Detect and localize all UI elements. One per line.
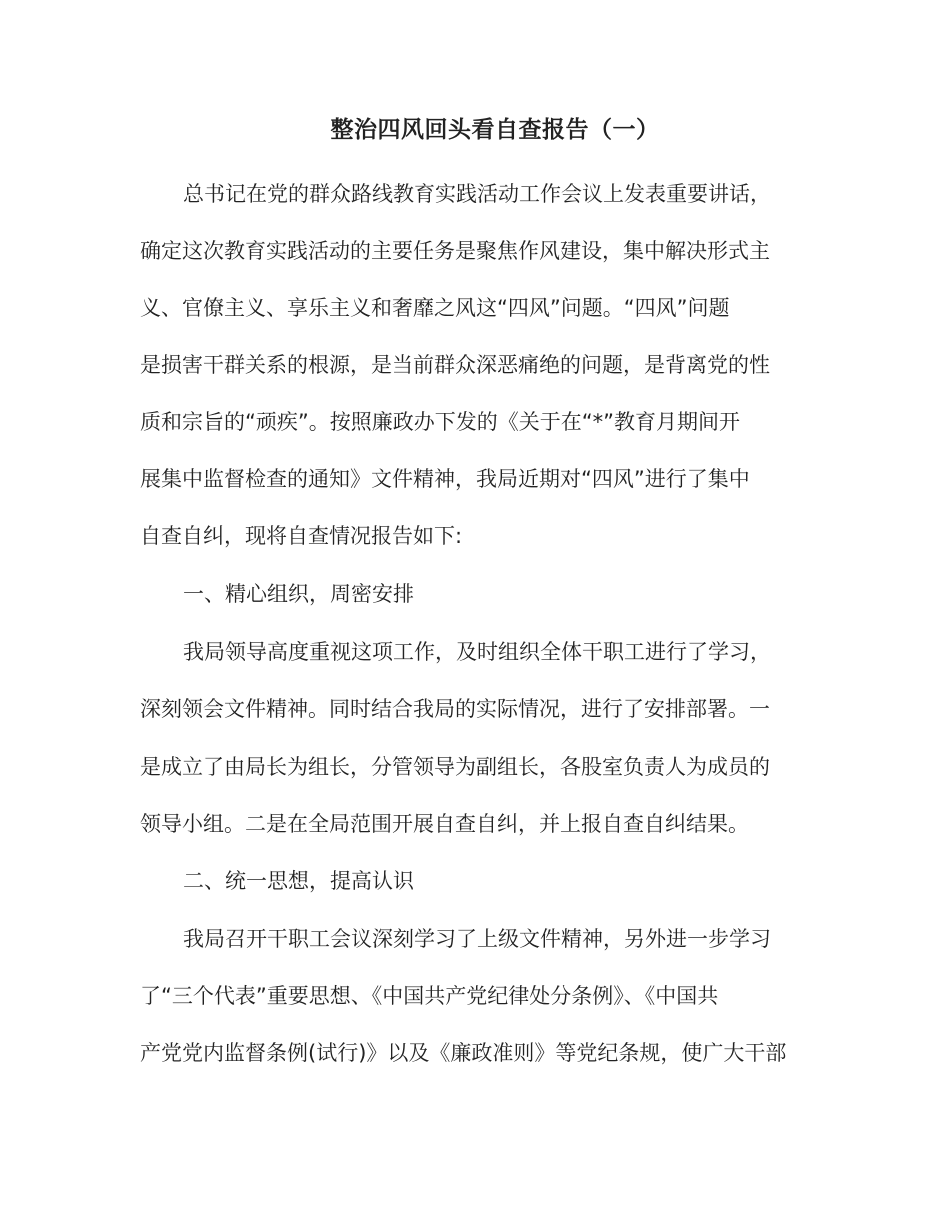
paragraph-line: 深刻领会文件精神。同时结合我局的实际情况，进行了安排部署。一 xyxy=(140,697,770,721)
paragraph-line: 质和宗旨的“顽疾”。按照廉政办下发的《关于在“*”教育月期间开 xyxy=(140,410,741,434)
paragraph-line: 义、官僚主义、享乐主义和奢靡之风这“四风”问题。“四风”问题 xyxy=(140,296,730,320)
document-title: 整治四风回头看自查报告（一） xyxy=(330,117,660,143)
paragraph-line: 自查自纠，现将自查情况报告如下: xyxy=(140,524,463,548)
paragraph-line: 是损害干群关系的根源，是当前群众深恶痛绝的问题，是背离党的性 xyxy=(140,353,770,377)
paragraph-line: 产党党内监督条例(试行)》以及《廉政准则》等党纪条规，使广大干部 xyxy=(140,1041,787,1065)
paragraph-line: 我局召开干职工会议深刻学习了上级文件精神，另外进一步学习 xyxy=(183,927,771,951)
paragraph-line: 总书记在党的群众路线教育实践活动工作会议上发表重要讲话， xyxy=(183,182,771,206)
section-heading: 一、精心组织，周密安排 xyxy=(183,582,414,606)
paragraph-line: 确定这次教育实践活动的主要任务是聚焦作风建设，集中解决形式主 xyxy=(140,239,770,263)
section-heading: 二、统一思想，提高认识 xyxy=(183,869,414,893)
paragraph-line: 了“三个代表”重要思想、《中国共产党纪律处分条例》、《中国共 xyxy=(140,984,719,1008)
paragraph-line: 展集中监督检查的通知》文件精神，我局近期对“四风”进行了集中 xyxy=(140,467,750,491)
paragraph-line: 是成立了由局长为组长，分管领导为副组长，各股室负责人为成员的 xyxy=(140,755,770,779)
paragraph-line: 领导小组。二是在全局范围开展自查自纠，并上报自查自纠结果。 xyxy=(140,812,749,836)
paragraph-line: 我局领导高度重视这项工作，及时组织全体干职工进行了学习， xyxy=(183,640,771,664)
